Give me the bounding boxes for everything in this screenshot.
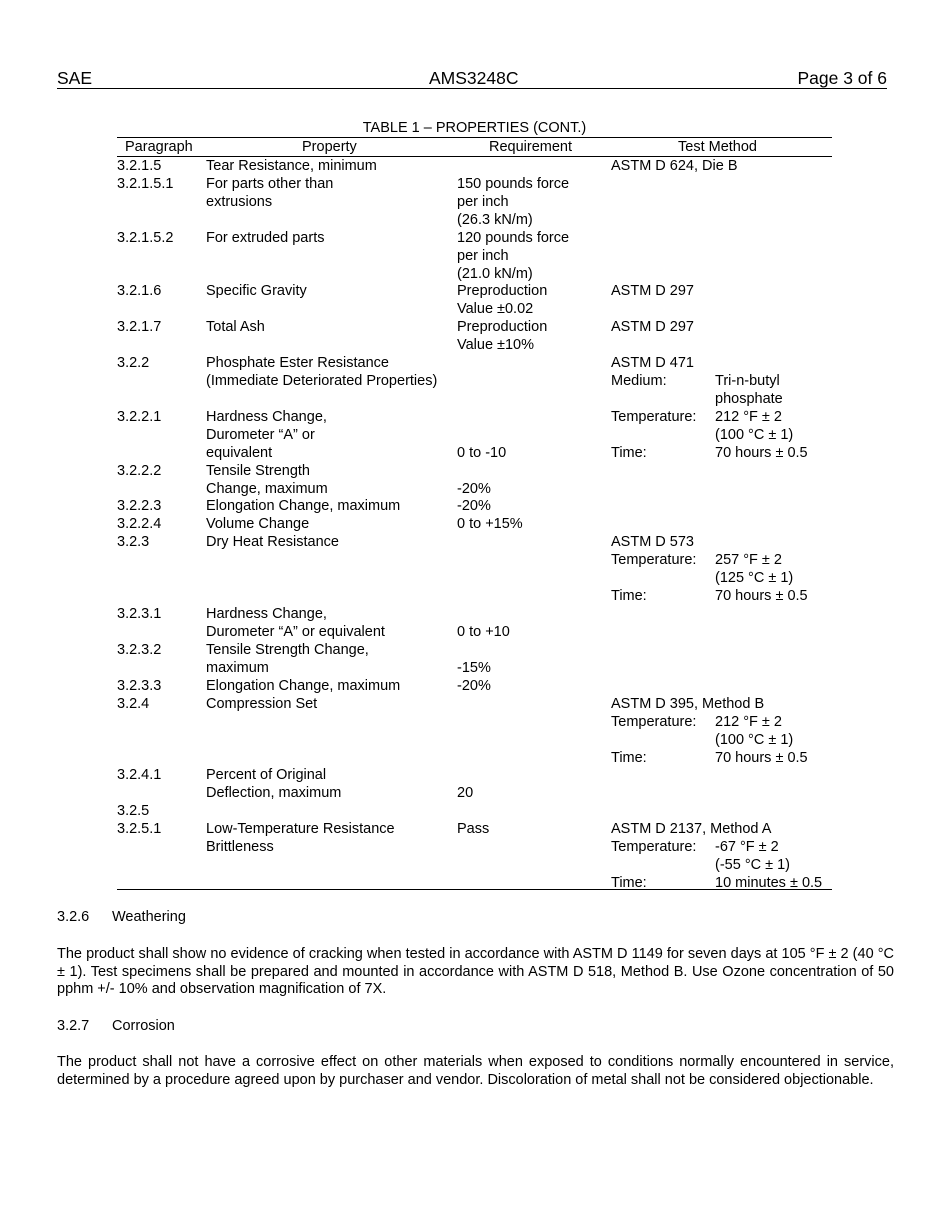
row-test-method-value: -67 °F ± 2 (-55 °C ± 1) 10 minutes ± 0.5 <box>715 838 823 891</box>
row-paragraph-number: 3.2.5.1 <box>117 821 162 838</box>
row-requirement: -15% <box>457 659 491 676</box>
row-paragraph-number: 3.2.1.7 <box>117 319 162 336</box>
row-property: Volume Change <box>206 516 310 533</box>
section-title: Corrosion <box>112 1018 175 1034</box>
row-test-method: Temperature: Time: <box>611 408 697 461</box>
row-paragraph-number: 3.2.1.5.2 <box>117 229 174 246</box>
section-number: 3.2.6 <box>57 909 90 925</box>
row-requirement: Preproduction Value ±0.02 <box>457 283 548 318</box>
column-header-test-method: Test Method <box>678 139 757 155</box>
row-property: Elongation Change, maximum <box>206 498 401 515</box>
row-test-method: ASTM D 297 <box>611 319 694 336</box>
weathering-paragraph: The product shall show no evidence of cracking when tested in accordance with ASTM D 1149 for seven days at 105 °F ± 2 (40 °C ± 1). Test specimens shall be prepared and mounted in accordance with ASTM D 518, Method B. Use Ozone concentration of 50 pphm +/- 10% and observation magnification of 7X. <box>57 946 894 997</box>
row-property: Tensile Strength Change, maximum <box>206 462 328 497</box>
table-bottom-rule <box>117 889 832 890</box>
table-title: TABLE 1 – PROPERTIES (CONT.) <box>362 120 587 136</box>
row-requirement: -20% <box>457 498 491 515</box>
row-property: Elongation Change, maximum <box>206 677 401 694</box>
row-property: Tensile Strength Change, maximum <box>206 641 369 676</box>
column-header-requirement: Requirement <box>489 139 573 155</box>
row-requirement: 20 <box>457 785 474 802</box>
column-header-property: Property <box>302 139 357 155</box>
row-property: Percent of Original Deflection, maximum <box>206 767 342 802</box>
row-test-method: ASTM D 471 Medium: <box>611 355 694 390</box>
row-test-method-value: 257 °F ± 2 (125 °C ± 1) 70 hours ± 0.5 <box>715 552 808 605</box>
row-paragraph-number: 3.2.3.1 <box>117 606 162 622</box>
header-org: SAE <box>57 68 93 88</box>
row-property: Total Ash <box>206 319 265 336</box>
row-paragraph-number: 3.2.2 <box>117 355 150 372</box>
row-paragraph-number: 3.2.1.5 <box>117 158 162 174</box>
row-requirement: 0 to +15% <box>457 516 523 533</box>
row-requirement: Pass <box>457 821 490 838</box>
row-paragraph-number: 3.2.2.3 <box>117 498 162 515</box>
row-paragraph-number: 3.2.3 <box>117 534 150 551</box>
row-paragraph-number: 3.2.2.1 <box>117 408 162 425</box>
row-property: For parts other than extrusions <box>206 175 334 210</box>
header-doc-number: AMS3248C <box>429 68 519 88</box>
row-paragraph-number: 3.2.1.6 <box>117 283 162 300</box>
row-property: Phosphate Ester Resistance (Immediate Deteriorated Properties) <box>206 355 438 390</box>
corrosion-paragraph: The product shall not have a corrosive effect on other materials when exposed to conditions normally encountered in service, determined by a procedure agreed upon by purchaser and vendor. Discoloration of metal shall not be considered objectionable. <box>57 1054 894 1088</box>
row-property: Tear Resistance, minimum <box>206 158 377 174</box>
row-test-method: ASTM D 297 <box>611 283 694 300</box>
row-requirement: 150 pounds force per inch (26.3 kN/m) <box>457 175 570 228</box>
row-test-method-value: 212 °F ± 2 (100 °C ± 1) 70 hours ± 0.5 <box>715 408 808 461</box>
header-page-number: Page 3 of 6 <box>797 68 887 88</box>
row-property: Hardness Change, Durometer “A” or equivalent <box>206 408 327 461</box>
row-requirement: Preproduction Value ±10% <box>457 319 548 354</box>
row-requirement: -20% <box>457 480 491 497</box>
row-test-method: ASTM D 395, Method B Temperature: Time: <box>611 695 765 766</box>
row-requirement: 0 to +10 <box>457 623 510 640</box>
row-property: Specific Gravity <box>206 283 307 300</box>
row-paragraph-number: 3.2.2.2 <box>117 462 162 479</box>
row-property: Compression Set <box>206 695 318 712</box>
row-property: Hardness Change, Durometer “A” or equivalent <box>206 606 385 640</box>
section-number: 3.2.7 <box>57 1018 90 1034</box>
row-test-method: ASTM D 573 Temperature: Time: <box>611 534 697 605</box>
row-paragraph-number: 3.2.1.5.1 <box>117 175 174 192</box>
row-property: Dry Heat Resistance <box>206 534 339 551</box>
row-paragraph-number: 3.2.5 <box>117 803 150 820</box>
row-requirement: 120 pounds force per inch (21.0 kN/m) <box>457 229 570 282</box>
row-test-method-value: Tri-n-butyl phosphate <box>715 373 783 408</box>
row-paragraph-number: 3.2.3.3 <box>117 677 162 694</box>
row-paragraph-number: 3.2.3.2 <box>117 641 162 658</box>
section-title: Weathering <box>112 909 186 925</box>
row-paragraph-number: 3.2.2.4 <box>117 516 162 533</box>
column-header-paragraph: Paragraph <box>125 139 193 155</box>
row-test-method: ASTM D 2137, Method A Temperature: Time: <box>611 821 772 892</box>
row-test-method-value: 212 °F ± 2 (100 °C ± 1) 70 hours ± 0.5 <box>715 713 808 766</box>
row-paragraph-number: 3.2.4.1 <box>117 767 162 784</box>
row-paragraph-number: 3.2.4 <box>117 695 150 712</box>
row-requirement: 0 to -10 <box>457 444 507 461</box>
row-test-method: ASTM D 624, Die B <box>611 158 738 174</box>
row-property: For extruded parts <box>206 229 325 246</box>
row-requirement: -20% <box>457 677 491 694</box>
row-property: Low-Temperature Resistance Brittleness <box>206 821 395 856</box>
